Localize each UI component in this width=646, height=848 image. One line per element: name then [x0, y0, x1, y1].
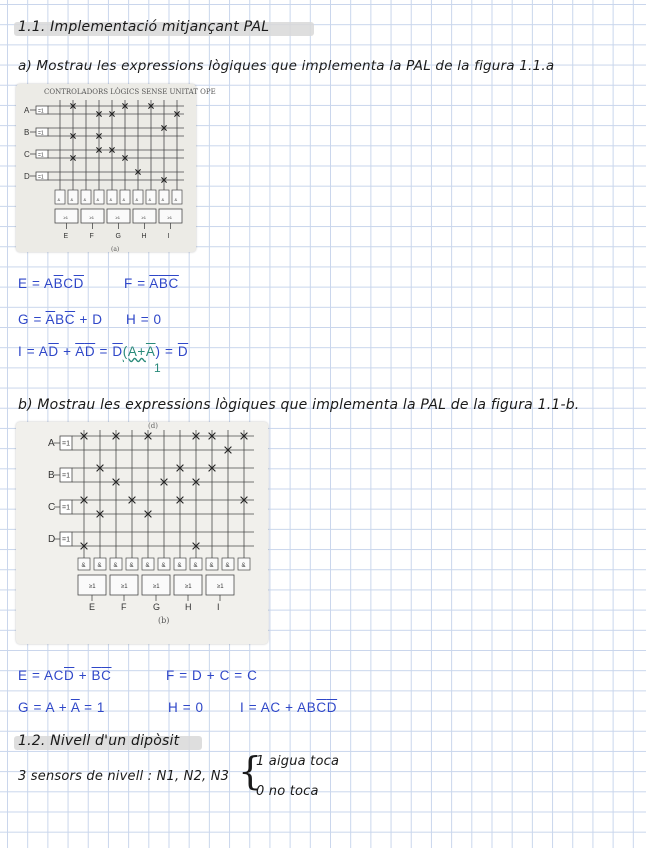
fig-b-output-label: F	[121, 602, 127, 612]
sensors-line: 3 sensors de nivell : N1, N2, N3	[18, 769, 230, 784]
eq-a-E: $E = A\overline{B}C\overline{D}$	[18, 276, 84, 291]
fig-a-output-label: I	[167, 233, 170, 240]
fig-a-or-label: ≥1	[167, 215, 172, 220]
fig-b-input-label: C	[48, 502, 56, 513]
figure-b-header: (d)	[148, 422, 158, 430]
fig-a-and-label: &	[148, 197, 152, 202]
fig-a-caption: (a)	[111, 246, 120, 253]
fig-b-or-label: ≥1	[185, 584, 192, 590]
eq-a-G: $G = \overline{A}B\overline{C} + D$	[18, 312, 103, 327]
fig-a-input-label: C	[24, 150, 30, 159]
fig-a-and-label: &	[174, 197, 178, 202]
section-title-1-1: 1.1. Implementació mitjançant PAL	[18, 19, 270, 35]
fig-a-output-label: H	[141, 233, 147, 240]
fig-a-input-label: D	[24, 172, 30, 181]
fig-a-or-label: ≥1	[141, 215, 146, 220]
fig-a-and-label: &	[70, 197, 74, 202]
fig-a-output-label: E	[63, 233, 69, 240]
fig-b-or-label: ≥1	[153, 584, 160, 590]
fig-b-buffer-label: =1	[62, 536, 70, 544]
fig-a-buffer-label: =1	[38, 174, 44, 181]
fig-b-and-label: &	[193, 563, 198, 569]
fig-b-input-label: D	[48, 534, 56, 545]
pal-figure-a	[16, 84, 216, 253]
fig-a-and-label: &	[96, 197, 100, 202]
fig-a-buffer-label: =1	[38, 152, 44, 159]
eq-a-F: $F = \overline{A}\overline{B}\overline{C}$	[124, 276, 179, 291]
fig-a-or-label: ≥1	[115, 215, 120, 220]
pal-grid-b	[16, 422, 268, 644]
eq-a-H: H = 0	[126, 312, 162, 327]
fig-a-input-label: B	[24, 128, 30, 137]
fig-a-and-label: &	[122, 197, 126, 202]
fig-b-and-label: &	[129, 563, 134, 569]
fig-b-and-label: &	[209, 563, 214, 569]
fig-b-buffer-label: =1	[62, 504, 70, 512]
option-no-touch: 0 no toca	[256, 784, 319, 799]
fig-b-or-label: ≥1	[217, 584, 224, 590]
fig-b-and-label: &	[177, 563, 182, 569]
fig-b-or-label: ≥1	[121, 584, 128, 590]
fig-b-and-label: &	[225, 563, 230, 569]
eq-b-G: $G = A + \overline{A} = 1$	[18, 700, 106, 715]
fig-b-output-label: H	[185, 602, 192, 612]
fig-b-input-label: B	[48, 470, 55, 481]
fig-a-and-label: &	[161, 197, 165, 202]
fig-a-and-label: &	[83, 197, 87, 202]
curly-brace: {	[238, 749, 263, 793]
fig-b-output-label: G	[153, 602, 161, 612]
fig-a-output-label: F	[89, 233, 94, 240]
fig-b-and-label: &	[81, 563, 86, 569]
fig-b-and-label: &	[161, 563, 166, 569]
fig-b-and-label: &	[97, 563, 102, 569]
eq-a-I: $I = A\overline{D} + \overline{A}\overline{D} = \overline{D}(A+\overline{A}) = \overline{D}$	[18, 344, 189, 359]
fig-b-and-label: &	[145, 563, 150, 569]
question-a: a) Mostrau les expressions lògiques que implementa la PAL de la figura 1.1.a	[18, 58, 555, 74]
eq-a-I-note: 1	[154, 361, 162, 375]
eq-b-F: F = D + C = C	[166, 668, 258, 683]
option-water-touch: 1 aigua toca	[256, 754, 340, 769]
fig-a-and-label: &	[109, 197, 113, 202]
eq-b-H: H = 0	[168, 700, 204, 715]
fig-a-and-label: &	[135, 197, 139, 202]
pal-figure-b	[16, 422, 268, 644]
fig-b-input-label: A	[48, 438, 55, 449]
fig-a-output-label: G	[115, 233, 121, 240]
figure-a-header: CONTROLADORS LÒGICS SENSE UNITAT OPE	[44, 88, 216, 96]
fig-b-caption: (b)	[158, 616, 170, 625]
fig-a-and-label: &	[57, 197, 61, 202]
question-b: b) Mostrau les expressions lògiques que implementa la PAL de la figura 1.1-b.	[18, 397, 580, 413]
fig-a-or-label: ≥1	[89, 215, 94, 220]
fig-b-output-label: I	[217, 602, 220, 612]
fig-b-buffer-label: =1	[62, 472, 70, 480]
fig-a-buffer-label: =1	[38, 108, 44, 115]
fig-b-or-label: ≥1	[89, 584, 96, 590]
fig-b-buffer-label: =1	[62, 440, 70, 448]
fig-a-or-label: ≥1	[63, 215, 68, 220]
fig-b-and-label: &	[113, 563, 118, 569]
fig-b-and-label: &	[241, 563, 246, 569]
fig-a-buffer-label: =1	[38, 130, 44, 137]
eq-b-E: $E = AC\overline{D} + \overline{B}\overline{C}$	[18, 668, 112, 683]
fig-b-output-label: E	[89, 602, 96, 612]
pal-grid-a	[16, 84, 196, 252]
eq-b-I: I = AC + $AB\overline{C}\overline{D}$	[240, 700, 338, 715]
fig-a-input-label: A	[24, 106, 30, 115]
section-title-1-2: 1.2. Nivell d'un dipòsit	[18, 733, 180, 749]
